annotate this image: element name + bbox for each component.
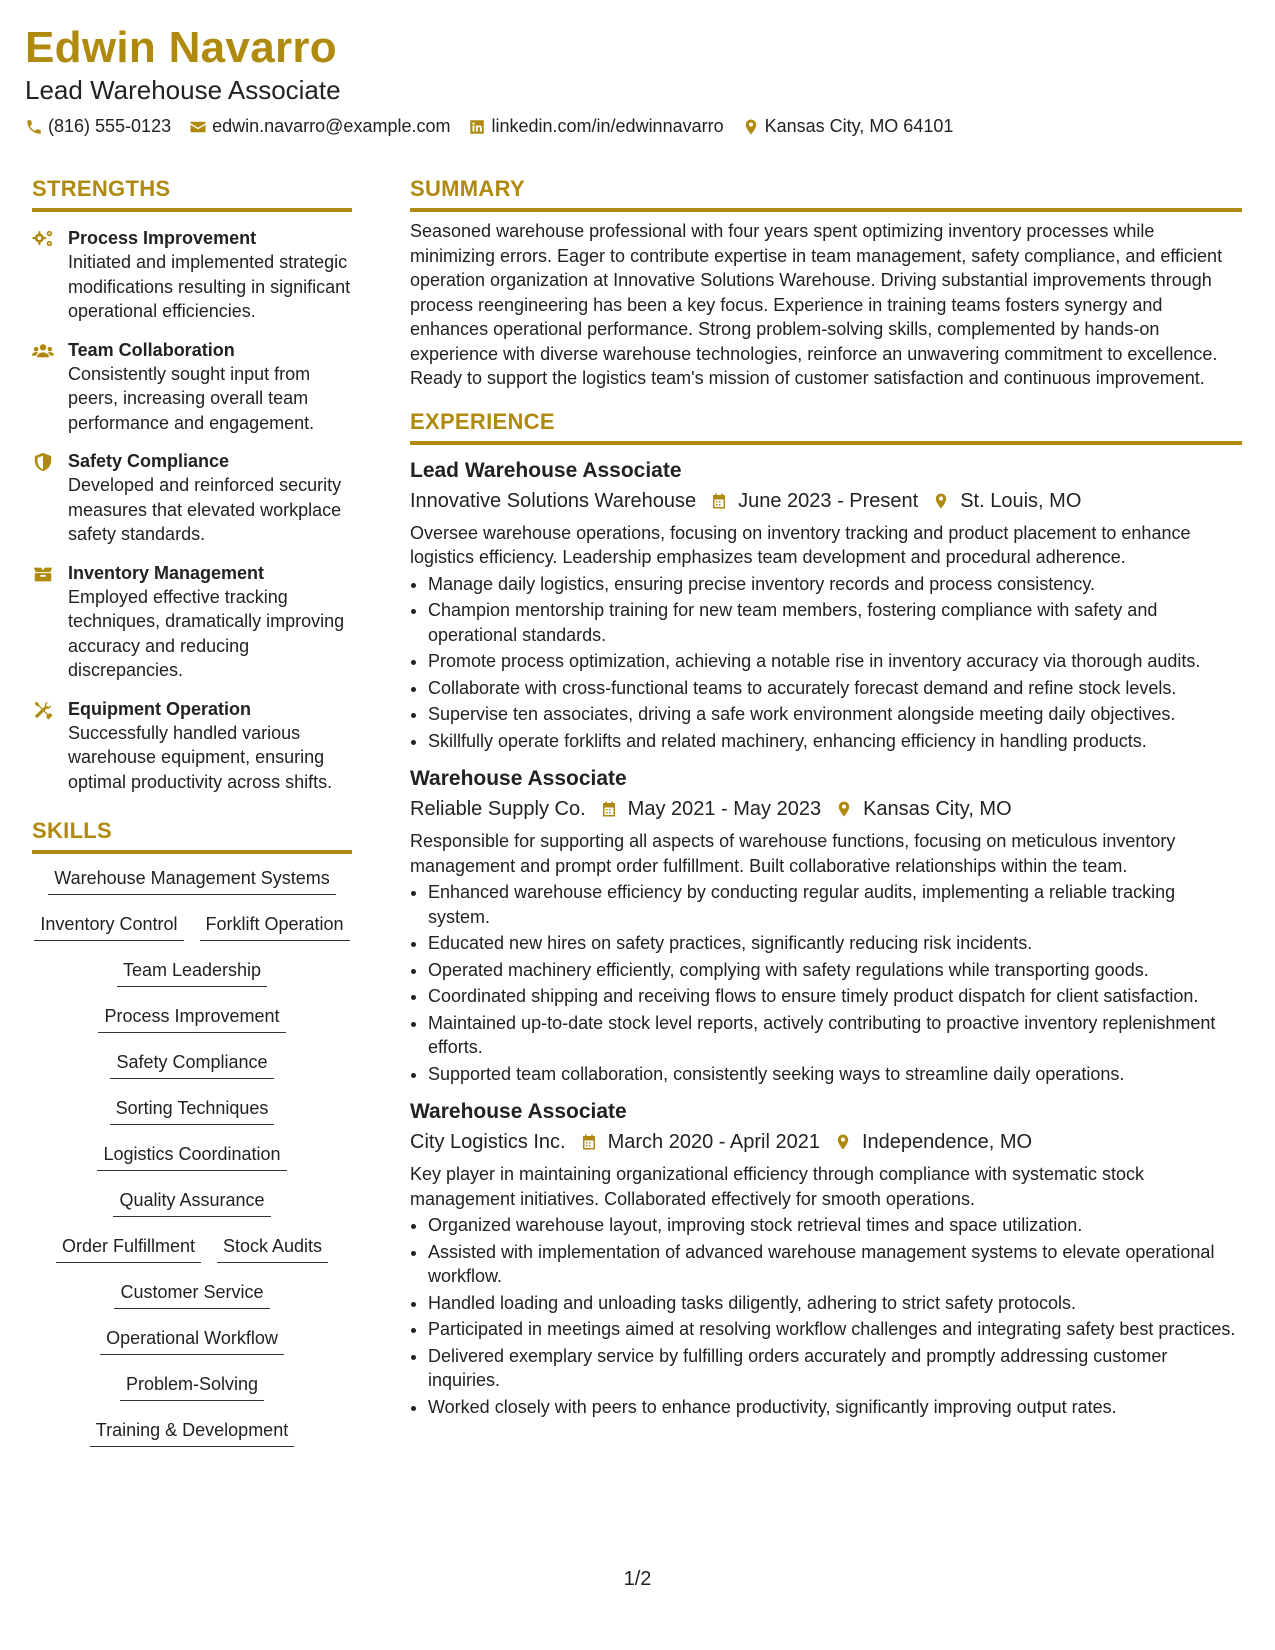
job-bullet: • Manage daily logistics, ensuring precise inventory records and process consistency. — [428, 572, 1242, 597]
skill-tag: Stock Audits — [217, 1234, 328, 1263]
job-bullet: • Promote process optimization, achieving a notable rise in inventory accuracy via thorough audits. — [428, 649, 1242, 674]
right-column — [410, 176, 1242, 1421]
job-bullet: • Supported team collaboration, consistently seeking ways to streamline daily operations. — [428, 1062, 1242, 1087]
envelope-icon — [189, 118, 207, 136]
strength-title: Process Improvement — [68, 228, 257, 248]
skill-tag: Problem-Solving — [120, 1372, 264, 1401]
skill-tag: Operational Workflow — [100, 1326, 284, 1355]
job-location: Kansas City, MO — [863, 798, 1012, 820]
strength-title: Equipment Operation — [68, 698, 252, 719]
candidate-title: Lead Warehouse Associate — [25, 75, 341, 105]
contact-bar — [25, 116, 1250, 137]
job-bullets — [410, 880, 1242, 1086]
job-description: Oversee warehouse operations, focusing on inventory tracking and product placement to enhance logistics efficiency. Leadership emphasizes team development and procedural adherence. — [410, 522, 1191, 567]
job-title: Warehouse Associate — [410, 767, 627, 790]
job-bullet: • Skillfully operate forklifts and related machinery, enhancing efficiency in handling products. — [428, 729, 1242, 754]
job-entry — [410, 765, 1242, 1086]
location-text: Kansas City, MO 64101 — [764, 116, 954, 136]
skills-list — [32, 866, 352, 1464]
strengths-heading: STRENGTHS — [32, 176, 352, 212]
job-bullet: • Assisted with implementation of advanced warehouse management systems to elevate operational workflow. — [428, 1240, 1242, 1289]
phone-icon — [25, 118, 43, 136]
job-bullet: • Worked closely with peers to enhance productivity, significantly improving output rates. — [428, 1395, 1242, 1420]
strength-item — [32, 226, 352, 324]
skills-heading: SKILLS — [32, 818, 352, 854]
calendar-icon — [580, 1133, 598, 1151]
job-bullet: • Collaborate with cross-functional teams to accurately forecast demand and refine stock levels. — [428, 676, 1242, 701]
strength-desc: Successfully handled various warehouse equipment, ensuring optimal productivity across shifts. — [68, 722, 333, 792]
experience-heading: EXPERIENCE — [410, 409, 1242, 445]
summary-text: Seasoned warehouse professional with four years spent optimizing inventory processes while minimizing errors. Eager to contribute expertise in team management, safety compliance, and efficient operation organization at Innovative Solutions Warehouse. Driving substantial improvements through process reengineering has been a key focus. Experience in training teams fosters synergy and enhances operational performance. Strong problem-solving skills, complemented by hands-on experience with diverse warehouse technologies, reinforce an unwavering commitment to excellence. Ready to support the logistics team's mission of customer satisfaction and continuous improvement. — [410, 221, 1223, 388]
job-dates: May 2021 - May 2023 — [627, 798, 822, 820]
map-pin-icon — [834, 1133, 852, 1151]
job-bullet: • Enhanced warehouse efficiency by conducting regular audits, implementing a reliable tracking system. — [428, 880, 1242, 929]
job-bullet: • Delivered exemplary service by fulfilling orders accurately and promptly addressing customer inquiries. — [428, 1344, 1242, 1393]
skill-tag: Inventory Control — [34, 912, 183, 941]
job-title: Lead Warehouse Associate — [410, 458, 682, 482]
strength-desc: Developed and reinforced security measures that elevated workplace safety standards. — [68, 475, 342, 544]
skill-tag: Warehouse Management Systems — [48, 866, 335, 895]
job-bullet: • Champion mentorship training for new team members, fostering compliance with safety and operational standards. — [428, 598, 1242, 647]
calendar-icon — [600, 800, 618, 818]
job-company: City Logistics Inc. — [410, 1131, 566, 1153]
job-bullet: • Supervise ten associates, driving a safe work environment alongside meeting daily objectives. — [428, 702, 1242, 727]
strength-desc: Initiated and implemented strategic modifications resulting in significant operational efficiencies. — [68, 252, 351, 321]
job-meta — [410, 1128, 1242, 1156]
job-bullet: • Coordinated shipping and receiving flows to ensure timely product dispatch for client satisfaction. — [428, 984, 1242, 1009]
gears-icon — [32, 229, 54, 249]
skill-tag: Process Improvement — [98, 1004, 285, 1033]
job-bullet: • Educated new hires on safety practices, significantly reducing risk incidents. — [428, 931, 1242, 956]
skill-tag: Customer Service — [114, 1280, 269, 1309]
job-location: Independence, MO — [861, 1131, 1033, 1153]
strength-item — [32, 449, 352, 547]
skill-tag: Quality Assurance — [113, 1188, 270, 1217]
map-pin-icon — [835, 800, 853, 818]
skill-tag: Sorting Techniques — [110, 1096, 275, 1125]
job-bullet: • Organized warehouse layout, improving stock retrieval times and space utilization. — [428, 1213, 1242, 1238]
resume-header — [25, 22, 1250, 137]
skill-tag: Safety Compliance — [110, 1050, 273, 1079]
left-column — [32, 176, 352, 1464]
contact-linkedin[interactable] — [468, 116, 723, 137]
contact-email[interactable] — [189, 116, 450, 137]
job-bullets — [410, 572, 1242, 754]
phone-text: (816) 555-0123 — [48, 116, 172, 136]
strength-item — [32, 338, 352, 436]
job-description: Key player in maintaining organizational efficiency through compliance with systematic stock management initiatives. Collaborated effectively for smooth operations. — [410, 1164, 1145, 1209]
strength-title: Inventory Management — [68, 562, 265, 583]
boxes-icon — [32, 564, 54, 584]
job-entry — [410, 1098, 1242, 1419]
map-pin-icon — [932, 492, 950, 510]
job-bullet: • Operated machinery efficiently, complying with safety regulations while transporting goods. — [428, 958, 1242, 983]
job-bullets — [410, 1213, 1242, 1419]
shield-icon — [32, 452, 54, 472]
job-title: Warehouse Associate — [410, 1100, 627, 1123]
contact-location — [742, 116, 954, 137]
strength-desc: Consistently sought input from peers, increasing overall team performance and engagement. — [68, 363, 315, 433]
map-pin-icon — [742, 118, 760, 136]
strength-item — [32, 697, 352, 795]
linkedin-icon — [468, 118, 486, 136]
job-company: Reliable Supply Co. — [410, 798, 586, 820]
skill-tag: Training & Development — [90, 1418, 294, 1447]
job-entry — [410, 457, 1242, 754]
job-bullet: • Maintained up-to-date stock level reports, actively contributing to proactive inventory replenishment efforts. — [428, 1011, 1242, 1060]
tools-icon — [32, 700, 54, 720]
job-meta — [410, 487, 1242, 515]
strength-desc: Employed effective tracking techniques, dramatically improving accuracy and reducing discrepancies. — [68, 586, 345, 680]
strength-title: Team Collaboration — [68, 339, 235, 360]
contact-phone — [25, 116, 171, 137]
job-bullet: • Participated in meetings aimed at resolving workflow challenges and integrating safety best practices. — [428, 1317, 1242, 1342]
strength-item — [32, 561, 352, 683]
job-description: Responsible for supporting all aspects of warehouse functions, focusing on meticulous inventory management and prompt order fulfillment. Built collaborative relationships within the team. — [410, 831, 1176, 876]
users-icon — [32, 341, 54, 361]
job-location: St. Louis, MO — [960, 489, 1082, 512]
job-company: Innovative Solutions Warehouse — [410, 489, 697, 512]
skill-tag: Logistics Coordination — [97, 1142, 286, 1171]
skill-tag: Forklift Operation — [200, 912, 350, 941]
summary-heading: SUMMARY — [410, 176, 1242, 212]
linkedin-link[interactable]: linkedin.com/in/edwinnavarro — [491, 116, 724, 136]
job-dates: June 2023 - Present — [738, 489, 919, 512]
candidate-name: Edwin Navarro — [25, 23, 337, 72]
job-meta — [410, 795, 1242, 823]
skill-tag: Order Fulfillment — [56, 1234, 201, 1263]
email-link[interactable]: edwin.navarro@example.com — [212, 116, 451, 136]
job-dates: March 2020 - April 2021 — [607, 1131, 820, 1153]
calendar-icon — [710, 492, 728, 510]
skill-tag: Team Leadership — [117, 958, 267, 987]
strength-title: Safety Compliance — [68, 451, 230, 471]
job-bullet: • Handled loading and unloading tasks diligently, adhering to strict safety protocols. — [428, 1291, 1242, 1316]
page-number: 1/2 — [623, 1568, 652, 1590]
